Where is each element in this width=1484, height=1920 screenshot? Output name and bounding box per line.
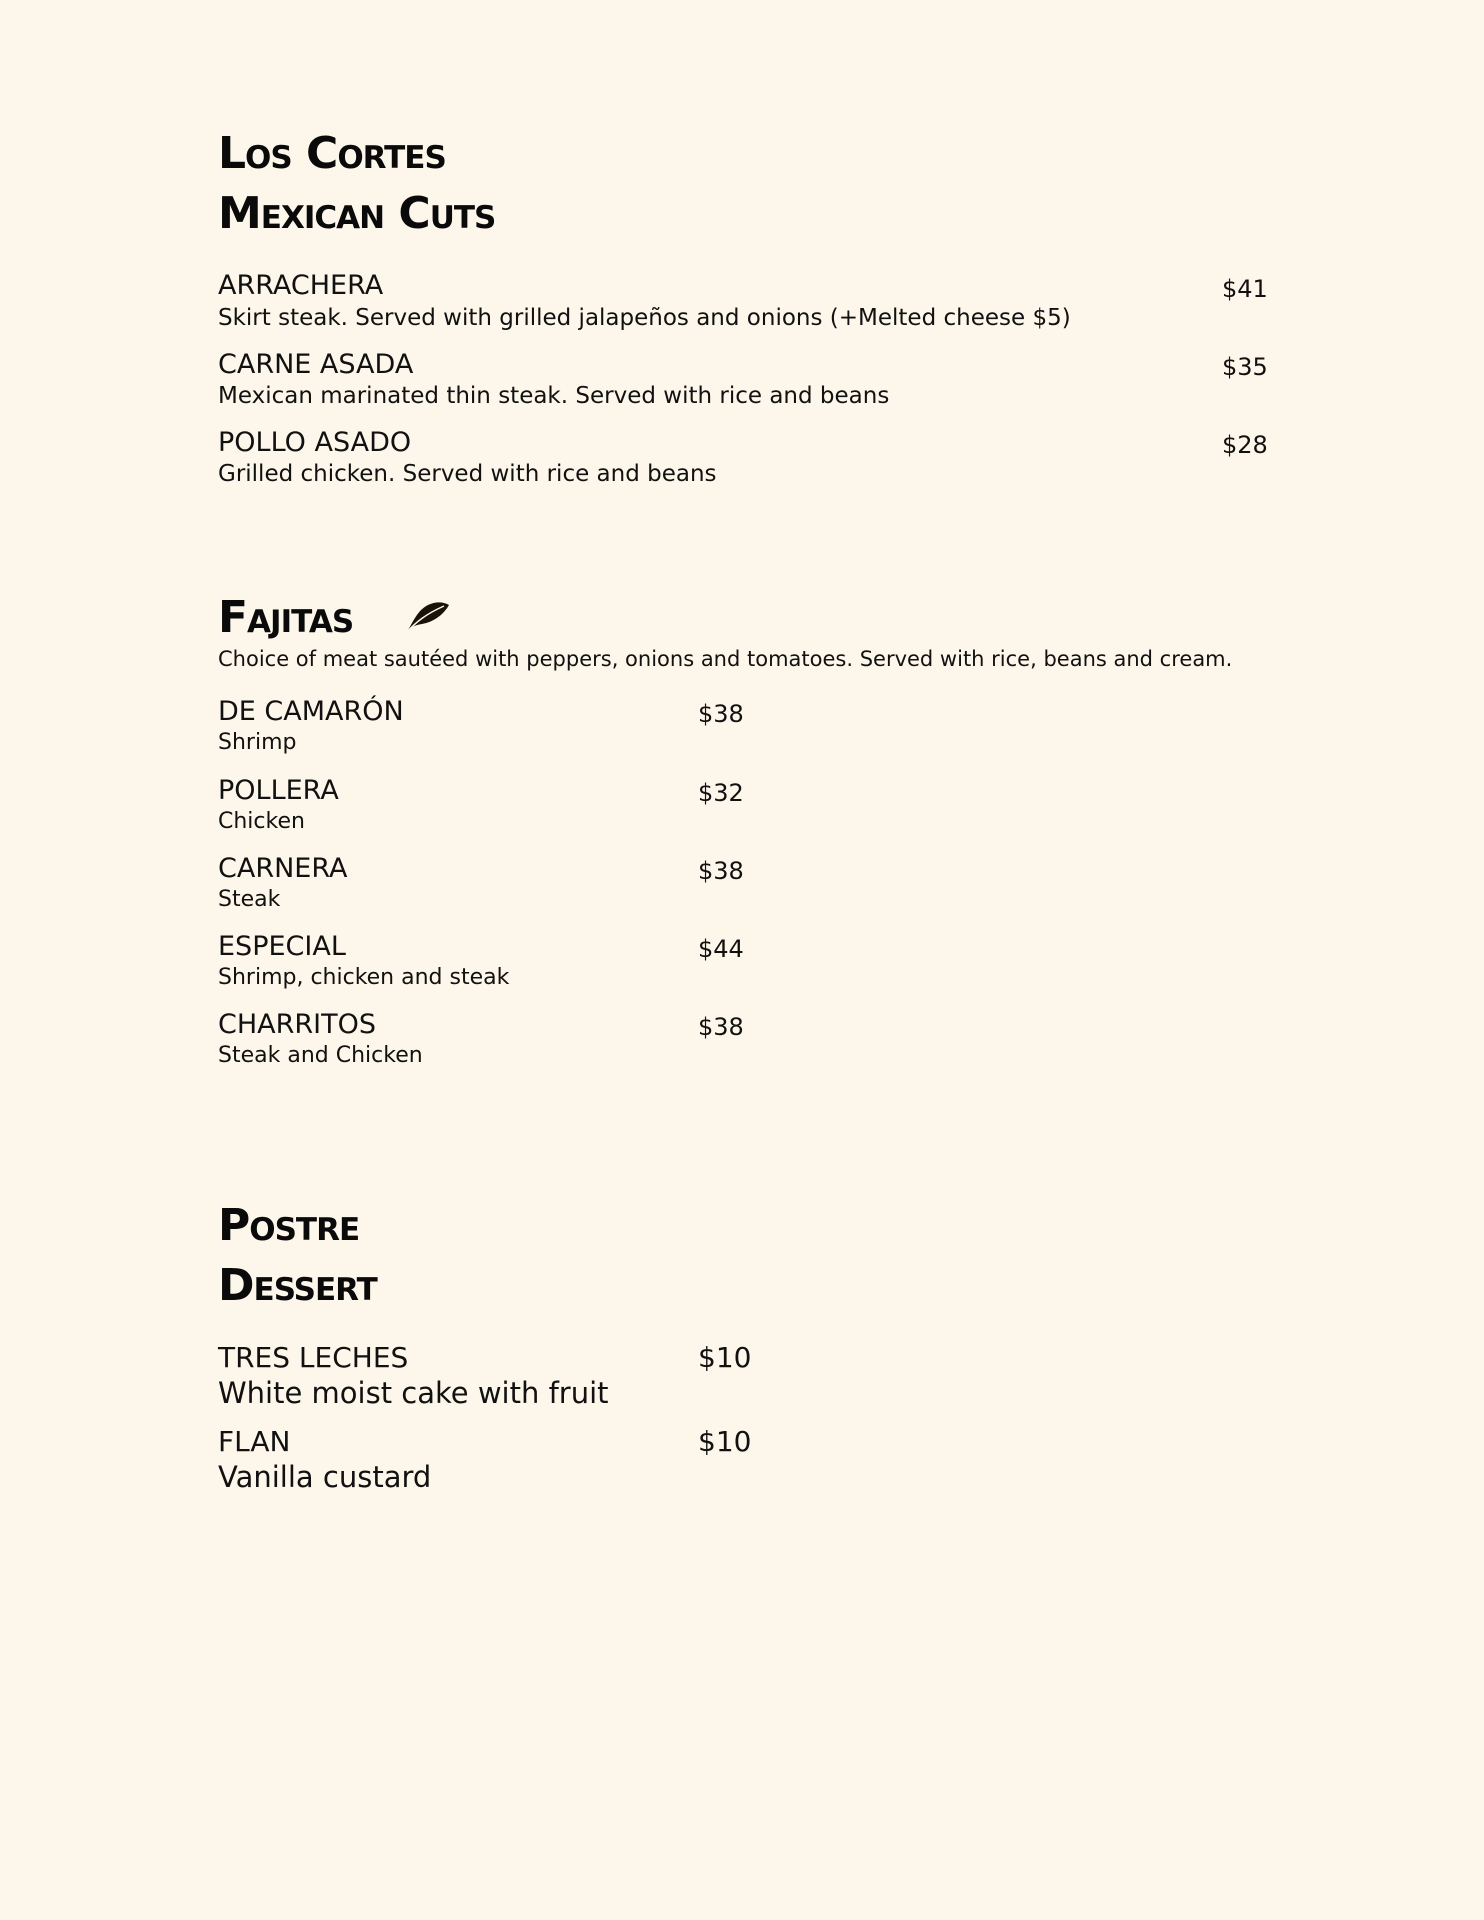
menu-item-price-de-camaron: $38 [698,700,744,728]
menu-item-desc-pollera: Chicken [218,809,305,834]
menu-item-name-pollo-asado: POLLO ASADO [218,427,412,458]
menu-item-name-especial: ESPECIAL [218,931,346,962]
menu-item-name-flan: FLAN [218,1425,291,1458]
menu-item-price-pollera: $32 [698,779,744,807]
menu-item-price-charritos: $38 [698,1013,744,1041]
menu-item-desc-especial: Shrimp, chicken and steak [218,965,510,990]
menu-item-desc-pollo-asado: Grilled chicken. Served with rice and beans [218,461,717,487]
section-title-dessert-es: Postre [218,1200,360,1251]
fajitas-description: Choice of meat sautéed with peppers, onions and tomatoes. Served with rice, beans and cream. [218,647,1233,671]
menu-item-desc-charritos: Steak and Chicken [218,1043,423,1068]
menu-item-desc-de-camaron: Shrimp [218,730,297,755]
menu-item-price-especial: $44 [698,935,744,963]
menu-item-name-carne-asada: CARNE ASADA [218,349,414,380]
menu-item-name-charritos: CHARRITOS [218,1009,376,1040]
section-title-cuts-en: Mexican Cuts [218,188,496,239]
menu-item-desc-carnera: Steak [218,887,281,912]
section-title-dessert-en: Dessert [218,1260,377,1311]
menu-item-desc-tres-leches: White moist cake with fruit [218,1376,609,1410]
menu-item-price-carne-asada: $35 [1222,353,1268,381]
menu-item-desc-carne-asada: Mexican marinated thin steak. Served with rice and beans [218,383,890,409]
menu-item-name-de-camaron: DE CAMARÓN [218,696,404,727]
menu-item-desc-arrachera: Skirt steak. Served with grilled jalapeños and onions (+Melted cheese $5) [218,305,1071,331]
menu-item-name-tres-leches: TRES LECHES [218,1341,409,1374]
menu-item-price-pollo-asado: $28 [1222,431,1268,459]
menu-item-name-arrachera: ARRACHERA [218,270,384,301]
menu-item-name-pollera: POLLERA [218,775,339,806]
section-title-cuts-es: Los Cortes [218,128,446,179]
menu-item-name-carnera: CARNERA [218,853,348,884]
leaf-icon [404,598,450,634]
menu-item-price-carnera: $38 [698,857,744,885]
menu-item-price-flan: $10 [698,1425,752,1458]
menu-item-desc-flan: Vanilla custard [218,1460,432,1494]
menu-item-price-arrachera: $41 [1222,275,1268,303]
menu-item-price-tres-leches: $10 [698,1341,752,1374]
section-title-fajitas: Fajitas [218,592,354,643]
